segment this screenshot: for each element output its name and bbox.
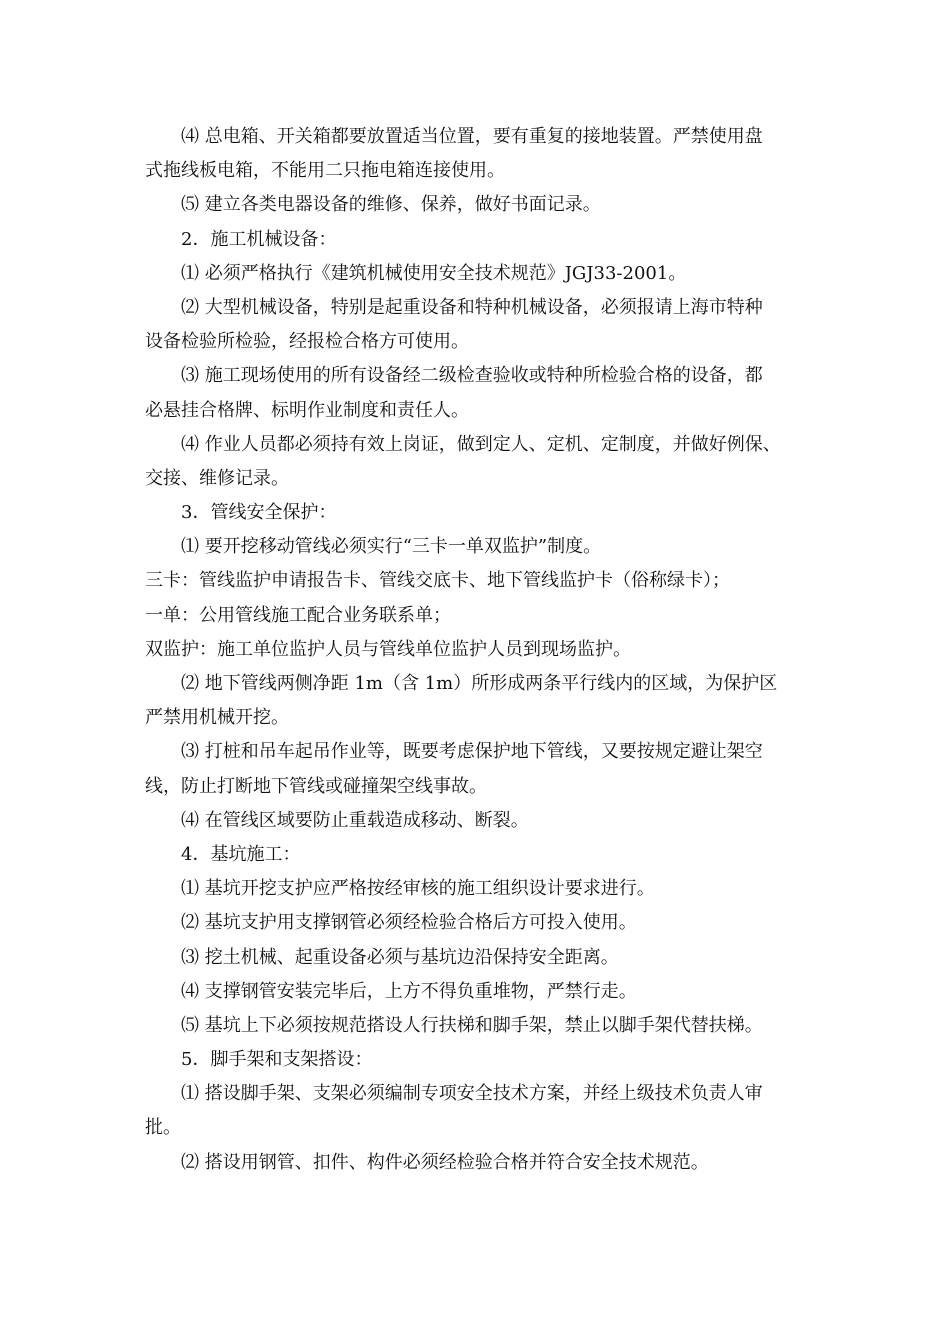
text-line: 一单：公用管线施工配合业务联系单； bbox=[145, 604, 451, 626]
text-line: ⑵ 基坑支护用支撑钢管必须经检验合格后方可投入使用。 bbox=[181, 912, 637, 934]
text-line: 交接、维修记录。 bbox=[145, 467, 289, 489]
text-line: 3．管线安全保护： bbox=[181, 502, 337, 524]
text-line: 4．基坑施工： bbox=[181, 843, 301, 865]
text-line: ⑴ 要开挖移动管线必须实行“三卡一单双监护”制度。 bbox=[181, 536, 602, 558]
text-line: 设备检验所检验，经报检合格方可使用。 bbox=[145, 331, 469, 353]
text-line: ⑴ 必须严格执行《建筑机械使用安全技术规范》JGJ33-2001。 bbox=[181, 262, 687, 284]
text-line: ⑷ 作业人员都必须持有效上岗证，做到定人、定机、定制度，并做好例保、 bbox=[181, 433, 781, 455]
text-line: 线，防止打断地下管线或碰撞架空线事故。 bbox=[145, 775, 487, 797]
document-body bbox=[145, 120, 825, 1180]
text-line: ⑷ 支撑钢管安装完毕后，上方不得负重堆物，严禁行走。 bbox=[181, 980, 637, 1002]
text-line: 2．施工机械设备： bbox=[181, 228, 337, 250]
text-line: ⑷ 总电箱、开关箱都要放置适当位置，要有重复的接地装置。严禁使用盘 bbox=[181, 126, 763, 147]
text-line: 批。 bbox=[145, 1117, 181, 1139]
text-line: ⑵ 地下管线两侧净距 1m（含 1m）所形成两条平行线内的区域，为保护区 bbox=[181, 673, 778, 694]
text-line: ⑷ 在管线区域要防止重载造成移动、断裂。 bbox=[181, 809, 529, 831]
text-line: 式拖线板电箱，不能用二只拖电箱连接使用。 bbox=[145, 160, 505, 182]
text-line: 双监护：施工单位监护人员与管线单位监护人员到现场监护。 bbox=[145, 638, 631, 660]
text-line: ⑶ 施工现场使用的所有设备经二级检查验收或特种所检验合格的设备，都 bbox=[181, 365, 763, 387]
text-line: 5．脚手架和支架搭设： bbox=[181, 1049, 373, 1071]
text-line: 三卡：管线监护申请报告卡、管线交底卡、地下管线监护卡（俗称绿卡）； bbox=[145, 570, 730, 592]
text-line: ⑸ 基坑上下必须按规范搭设人行扶梯和脚手架，禁止以脚手架代替扶梯。 bbox=[181, 1014, 763, 1036]
text-line: ⑵ 搭设用钢管、扣件、构件必须经检验合格并符合安全技术规范。 bbox=[181, 1151, 709, 1173]
text-line: ⑸ 建立各类电器设备的维修、保养，做好书面记录。 bbox=[181, 194, 601, 216]
text-line: 必悬挂合格牌、标明作业制度和责任人。 bbox=[145, 399, 469, 421]
text-line: ⑶ 挖土机械、起重设备必须与基坑边沿保持安全距离。 bbox=[181, 946, 619, 968]
text-line: 严禁用机械开挖。 bbox=[145, 707, 289, 729]
text-line: ⑴ 基坑开挖支护应严格按经审核的施工组织设计要求进行。 bbox=[181, 878, 655, 900]
text-line: ⑴ 搭设脚手架、支架必须编制专项安全技术方案，并经上级技术负责人审 bbox=[181, 1083, 763, 1105]
text-line: ⑶ 打桩和吊车起吊作业等，既要考虑保护地下管线，又要按规定避让架空 bbox=[181, 741, 763, 763]
text-line: ⑵ 大型机械设备，特别是起重设备和特种机械设备，必须报请上海市特种 bbox=[181, 296, 763, 318]
